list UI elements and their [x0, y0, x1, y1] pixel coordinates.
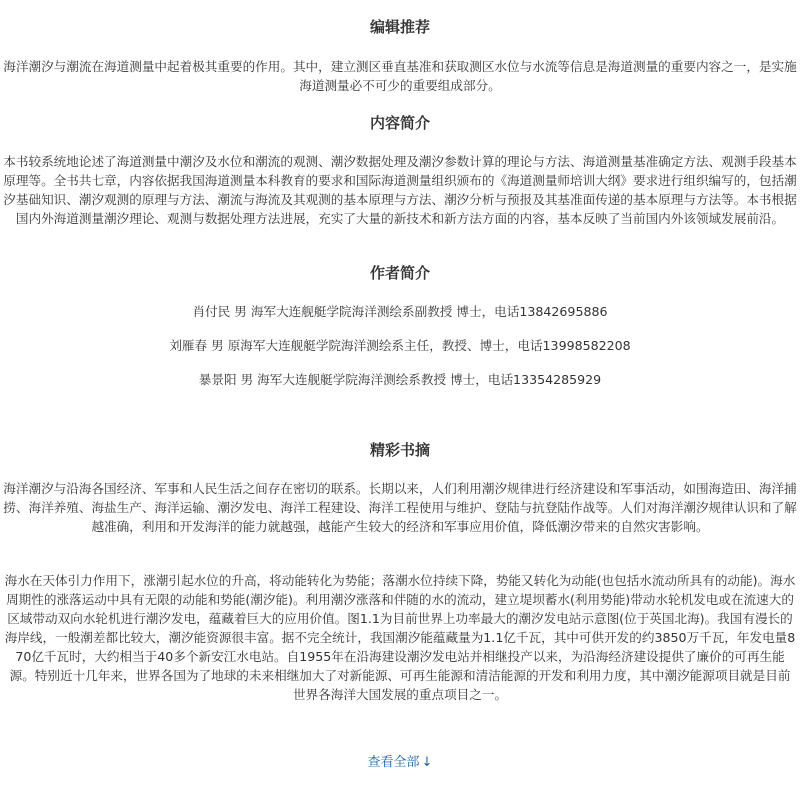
view-all-label: 查看全部 — [367, 755, 420, 770]
editor-recommend-text: 海洋潮汐与潮流在海道测量中起着极其重要的作用。其中，建立测区垂直基准和获取测区水位与水流等信息是海道测量的重要内容之一，是实施海道测量必不可少的重要组成部分。 — [3, 59, 797, 93]
editor-recommend-title: 编辑推荐 — [369, 18, 430, 36]
excerpt-title: 精彩书摘 — [369, 441, 430, 459]
summary-title: 内容简介 — [369, 114, 430, 132]
excerpt-paragraph: 海水在天体引力作用下，涨潮引起水位的升高，将动能转化为势能；落潮水位持续下降，势能又转化为动能(也包括水流动所具有的动能)。海水周期性的涨落运动中具有无限的动能和势能(潮汐能)。利用潮汐涨落和伴随的水的流动，建立堤坝蓄水(利用势能)带动水轮机发电或在流速大的区域带动双向水轮机进行潮汐发电，蕴藏着巨大的应用价值。图1.1为目前世界上功率最大的潮汐发电站示意图(位于英国北海)。我国有漫长的海岸线，一般潮差都比较大，潮汐能资源很丰富。据不完全统计，我国潮汐能蕴藏量为1.1亿千瓦，其中可供开发的约3850万千瓦，年发电量870亿千瓦时，大约相当于40多个新安江水电站。自1955年在沿海建设潮汐发电站并相继投产以来，为沿海经济建设提供了廉价的可再生能源。特别近十几年来，世界各国为了地球的未来相继加大了对新能源、可再生能源和清洁能源的开发和利用力度，其中潮汐能源项目就是目前世界各海洋大国发展的重点项目之一。 — [4, 573, 796, 702]
view-all-container — [0, 754, 800, 772]
author-line: 肖付民 男 海军大连舰艇学院海洋测绘系副教授 博士，电话13842695886 — [192, 304, 608, 319]
authors-title: 作者简介 — [369, 264, 430, 282]
author-line: 暴景阳 男 海军大连舰艇学院海洋测绘系教授 博士，电话13354285929 — [198, 372, 602, 387]
summary-text: 本书较系统地论述了海道测量中潮汐及水位和潮流的观测、潮汐数据处理及潮汐参数计算的理论与方法、海道测量基准确定方法、观测手段基本原理等。全书共七章，内容依据我国海道测量本科教育的要求和国际海道测量组织颁布的《海道测量师培训大纲》要求进行组织编写的，包括潮汐基础知识、潮汐观测的原理与方法、潮流与海流及其观测的基本原理与方法、潮汐分析与预报及其基准面传递的基本原理与方法等。本书根据国内外海道测量潮汐理论、观测与数据处理方法进展，充实了大量的新技术和新方法方面的内容，基本反映了当前国内外该领域发展前沿。 — [3, 154, 797, 226]
arrow-down-icon: ↓ — [421, 755, 433, 770]
author-line: 刘雁春 男 原海军大连舰艇学院海洋测绘系主任，教授、博士，电话13998582208 — [169, 338, 631, 353]
view-all-link[interactable] — [368, 755, 433, 770]
excerpt-paragraph: 海洋潮汐与沿海各国经济、军事和人民生活之间存在密切的联系。长期以来，人们利用潮汐规律进行经济建设和军事活动，如围海造田、海洋捕捞、海洋养殖、海盐生产、海洋运输、潮汐发电、海洋工程建设、海洋工程使用与维护、登陆与抗登陆作战等。人们对海洋潮汐规律认识和了解越准确，利用和开发海洋的能力就越强，越能产生较大的经济和军事应用价值，降低潮汐带来的自然灾害影响。 — [3, 481, 797, 534]
